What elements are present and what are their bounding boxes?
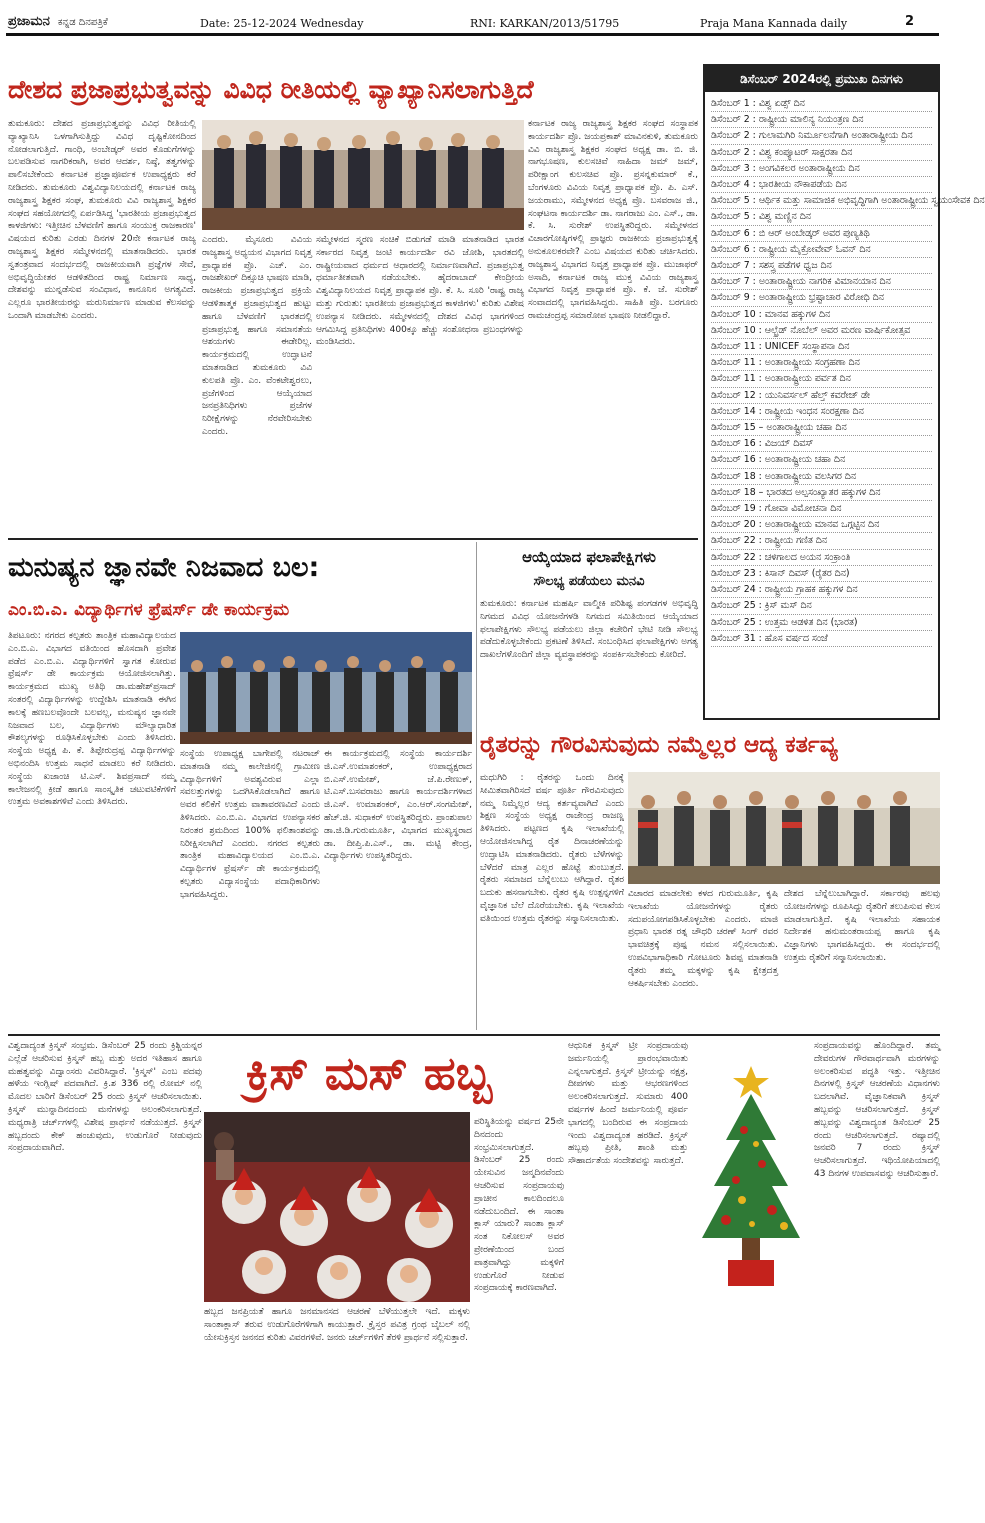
important-day-item: ಡಿಸೆಂಬರ್ 15 – ಅಂತಾರಾಷ್ಟ್ರೀಯ ಚಹಾ ದಿನ [711, 420, 932, 436]
important-day-item: ಡಿಸೆಂಬರ್ 5 : ಆರ್ಥಿಕ ಮತ್ತು ಸಾಮಾಜಿಕ ಅಭಿವೃದ್ಧಿಗಾಗಿ ಅಂತಾರಾಷ್ಟ್ರೀಯ ಸ್ವಯಂಸೇವಕ ದಿನ [711, 193, 932, 209]
important-days-box [703, 64, 985, 720]
story3-headline2: ಸೌಲಭ್ಯ ಪಡೆಯಲು ಮನವಿ [533, 574, 645, 589]
important-day-item: ಡಿಸೆಂಬರ್ 31 : ಹೊಸ ವರ್ಷದ ಸಂಜೆ [711, 631, 932, 647]
important-day-item: ಡಿಸೆಂಬರ್ 12 : ಯುನಿವರ್ಸಲ್ ಹೆಲ್ತ್ ಕವರೇಜ್ ಡೇ [711, 388, 932, 404]
story2-col2: ಸಂಸ್ಥೆಯ ಉಪಾಧ್ಯಕ್ಷ ಬಾಗೇಪಲ್ಲಿ ನಟರಾಜ್ ಮಾತನಾಡಿ ನಮ್ಮ ಕಾಲೇಜಿನಲ್ಲಿ ಗ್ರಾಮೀಣ ವಿದ್ಯಾರ್ಥಿಗಳಿಗೆ ಅವಶ್ಯವಿರುವ ಎಲ್ಲಾ ಸವಲತ್ತುಗಳನ್ನು ಒದಗಿಸಿಕೊಡಲಾಗಿದೆ ಹಾಗೂ ಅವರ ಕಲಿಕೆಗೆ ಉತ್ತಮ ವಾತಾವರಣವಿದೆ ಎಂದು ತಿಳಿಸಿದರು. ಎಂ.ಬಿ.ಎ. ವಿಭಾಗದ ಉಪನ್ಯಾಸಕರ ನಿರಂತರ ಶ್ರಮದಿಂದ 100% ಫಲಿತಾಂಶವನ್ನು ನಿರೀಕ್ಷಿಸಲಾಗಿದೆ ಎಂದರು. ನಗರದ ಕಲ್ಪತರು ತಾಂತ್ರಿಕ ಮಹಾವಿದ್ಯಾಲಯದ ಎಂ.ಬಿ.ಎ. ವಿದ್ಯಾರ್ಥಿಗಳ ಫ್ರೆಷರ್ಸ್ ಡೇ ಕಾರ್ಯಕ್ರಮದಲ್ಲಿ ಕಲ್ಪತರು ವಿದ್ಯಾಸಂಸ್ಥೆಯ ಪದಾಧಿಕಾರಿಗಳು ಭಾಗವಹಿಸಿದ್ದರು. [180, 749, 320, 900]
important-day-item: ಡಿಸೆಂಬರ್ 11 : UNICEF ಸಂಸ್ಥಾಪನಾ ದಿನ [711, 339, 932, 355]
important-day-item: ಡಿಸೆಂಬರ್ 19 : ಗೋವಾ ವಿಮೋಚನಾ ದಿನ [711, 501, 932, 517]
important-day-item: ಡಿಸೆಂಬರ್ 25 : ಕ್ರಿಸ್ ಮಸ್ ದಿನ [711, 598, 932, 614]
important-day-item: ಡಿಸೆಂಬರ್ 10 : ಮಾನವ ಹಕ್ಕುಗಳ ದಿನ [711, 307, 932, 323]
important-day-item: ಡಿಸೆಂಬರ್ 4 : ಭಾರತೀಯ ನೌಕಾಪಡೆಯ ದಿನ [711, 177, 932, 193]
brand-logo: ಪ್ರಜಾಮನ ಕನ್ನಡ ದಿನಪತ್ರಿಕೆ [8, 14, 108, 29]
important-day-item: ಡಿಸೆಂಬರ್ 2 : ರಾಷ್ಟ್ರೀಯ ಮಾಲಿನ್ಯ ನಿಯಂತ್ರಣ ದಿನ [711, 112, 932, 128]
important-day-item: ಡಿಸೆಂಬರ್ 9 : ಅಂತಾರಾಷ್ಟ್ರೀಯ ಭ್ರಷ್ಟಾಚಾರ ವಿರೋಧಿ ದಿನ [711, 290, 932, 306]
story1-col2a: ಎಂದರು. ಮೈಸೂರು ವಿವಿಯ ರಾಜ್ಯಶಾಸ್ತ್ರ ಅಧ್ಯಯನ ವಿಭಾಗದ ನಿವೃತ್ತ ಪ್ರಾಧ್ಯಾಪಕ ಪ್ರೊ. ಎಚ್. ಎಂ. ರಾಜಶೇಖರ್ ದಿಕ್ಸೂಚಿ ಭಾಷಣ ಮಾಡಿ, ರಾಜಕೀಯ ಪ್ರಜಾಪ್ರಭುತ್ವದ ಪ್ರಕ್ರಿಯೆ ಆಡಳಿತಾತ್ಮಕ ಪ್ರಜಾಪ್ರಭುತ್ವದ ಹುಟ್ಟು ಹಾಗೂ ಬೆಳವಣಿಗೆ ಭಾರತದಲ್ಲಿ ಪ್ರಜಾಪ್ರಭುತ್ವ ಹಾಗೂ ಸಮಾನತೆಯ ಆಶಯಗಳು ಈಡೇರಿಲ್ಲ. ಕಾರ್ಯಕ್ರಮದಲ್ಲಿ ಉದ್ಘಾಟನೆ ಮಾತನಾಡಿದ ತುಮಕೂರು ವಿವಿ ಕುಲಪತಿ ಪ್ರೊ. ಎಂ. ವೆಂಕಟೇಶ್ವರಲು, ಪ್ರಜೆಗಳಿಂದ ಆಯ್ಕೆಯಾದ ಜನಪ್ರತಿನಿಧಿಗಳು ಪ್ರಜೆಗಳ ನಿರೀಕ್ಷೆಗಳನ್ನು ನೆರವೇರಿಸಬೇಕು ಎಂದರು. [202, 235, 312, 437]
important-day-item: ಡಿಸೆಂಬರ್ 1 : ವಿಶ್ವ ಏಡ್ಸ್ ದಿನ [711, 96, 932, 112]
story4-col1: ಮಧುಗಿರಿ : ರೈತರನ್ನು ಒಂದು ದಿನಕ್ಕೆ ಸೀಮಿತವಾಗಿರಿಸದೆ ವರ್ಷ ಪೂರ್ತಿ ಗೌರವಿಸುವುದು ನಮ್ಮ ನಿಮ್ಮೆಲ್ಲರ ಆದ್ಯ ಕರ್ತವ್ಯವಾಗಿದೆ ಎಂದು ಶಿಕ್ಷಣ ಸಂಸ್ಥೆಯ ಅಧ್ಯಕ್ಷ ರಾಜೇಂದ್ರ ರಾಜಣ್ಣ ತಿಳಿಸಿದರು. ಪಟ್ಟಣದ ಕೃಷಿ ಇಲಾಖೆಯಲ್ಲಿ ಆಯೋಜಿಸಲಾಗಿದ್ದ ರೈತ ದಿನಾಚರಣೆಯನ್ನು ಉದ್ಘಾಟಿಸಿ ಮಾತನಾಡಿದರು. ರೈತರು ಬೆಳೆಗಳನ್ನು ಬೆಳೆದರೆ ಮಾತ್ರ ಎಲ್ಲರ ಹೊಟ್ಟೆ ತುಂಬುತ್ತದೆ. ರೈತರು ಸಮಾಜದ ಬೆನ್ನೆಲುಬು ಆಗಿದ್ದಾರೆ. ರೈತರ ಬದುಕು ಹಸನಾಗಬೇಕು. ರೈತರ ಕೃಷಿ ಉತ್ಪನ್ನಗಳಿಗೆ ವೈಜ್ಞಾನಿಕ ಬೆಲೆ ದೊರೆಯಬೇಕು. ಕೃಷಿ ಇಲಾಖೆಯ ವತಿಯಿಂದ ಉತ್ತಮ ರೈತರನ್ನು ಸನ್ಮಾನಿಸಲಾಯಿತು. [480, 773, 624, 924]
issue-date: Date: 25-12-2024 Wednesday [200, 17, 364, 30]
important-day-item: ಡಿಸೆಂಬರ್ 24 : ರಾಷ್ಟ್ರೀಯ ಗ್ರಾಹಕ ಹಕ್ಕುಗಳ ದಿನ [711, 582, 932, 598]
masthead [0, 0, 945, 64]
important-day-item: ಡಿಸೆಂಬರ್ 25 : ಉತ್ತಮ ಆಡಳಿತ ದಿನ (ಭಾರತ) [711, 615, 932, 631]
important-day-item: ಡಿಸೆಂಬರ್ 10 : ಆಲ್ಫ್ರೆಡ್ ನೊಬೆಲ್ ಅವರ ಮರಣ ವಾರ್ಷಿಕೋತ್ಸವ [711, 323, 932, 339]
important-day-item: ಡಿಸೆಂಬರ್ 3 : ಅಂಗವಿಕಲರ ಅಂತಾರಾಷ್ಟ್ರೀಯ ದಿನ [711, 161, 932, 177]
page-number: 2 [905, 14, 915, 29]
story5-col1b: ಹಬ್ಬದ ಜನಪ್ರಿಯತೆ ಹಾಗೂ ಜನಮಾನಸದ ಆಚರಣೆ ಬೆಳೆಯುತ್ತಲೇ ಇದೆ. ಮಕ್ಕಳು ಸಾಂತಾಕ್ಲಾಸ್ ತರುವ ಉಡುಗೊರೆಗಳಿಗಾಗಿ ಕಾಯುತ್ತಾರೆ. ಕ್ರೈಸ್ತರ ಪವಿತ್ರ ಗ್ರಂಥ ಬೈಬಲ್ ನಲ್ಲಿ ಯೇಸುಕ್ರಿಸ್ತನ ಜನನದ ಕುರಿತು ವಿವರಗಳಿವೆ. ಜನರು ಚರ್ಚ್‌ಗಳಿಗೆ ತೆರಳಿ ಪ್ರಾರ್ಥನೆ ಸಲ್ಲಿಸುತ್ತಾರೆ. [204, 1307, 470, 1343]
important-day-item: ಡಿಸೆಂಬರ್ 6 : ಬಿ ಆರ್ ಅಂಬೇಡ್ಕರ್ ಅವರ ಪುಣ್ಯತಿಥಿ [711, 226, 932, 242]
story4-col2: ವಿಚಾರದ ಮಾಡಲೇಕು ಕಳದ ಗುರುಮೂರ್ತಿ, ಕೃಷಿ ಇಲಾಖೆಯ ಯೋಜನೆಗಳನ್ನು ರೈತರು ಸದುಪಯೋಗಪಡಿಸಿಕೊಳ್ಳಬೇಕು ಎಂದರು. ಮಾಜಿ ಪ್ರಧಾನಿ ಭಾರತ ರತ್ನ ಚೌಧರಿ ಚರಣ್ ಸಿಂಗ್ ರವರ ಭಾವಚಿತ್ರಕ್ಕೆ ಪುಷ್ಪ ನಮನ ಸಲ್ಲಿಸಲಾಯಿತು. ಉಪವಿಭಾಗಾಧಿಕಾರಿ ಗೋಟೂರು ಶಿವಪ್ಪ ಮಾತನಾಡಿ ರೈತರು ತಮ್ಮ ಮಕ್ಕಳನ್ನು ಕೃಷಿ ಕ್ಷೇತ್ರದತ್ತ ಆಕರ್ಷಿಸಬೇಕು ಎಂದರು. [628, 889, 778, 989]
important-day-item: ಡಿಸೆಂಬರ್ 23 : ಕಿಸಾನ್ ದಿವಸ್ (ರೈತರ ದಿನ) [711, 566, 932, 582]
important-day-item: ಡಿಸೆಂಬರ್ 11 : ಅಂತಾರಾಷ್ಟ್ರೀಯ ಪರ್ವತ ದಿನ [711, 371, 932, 387]
story1-headline: ದೇಶದ ಪ್ರಜಾಪ್ರಭುತ್ವವನ್ನು ವಿವಿಧ ರೀತಿಯಲ್ಲಿ ವ್ಯಾಖ್ಯಾನಿಸಲಾಗುತ್ತಿದೆ [8, 75, 534, 104]
story5-photo-santa [204, 1112, 470, 1302]
story3-headline1: ಆಯ್ಕೆಯಾದ ಫಲಾಪೇಕ್ಷಿಗಳು [522, 548, 656, 566]
story2-headline2: ಎಂ.ಬಿ.ಎ. ವಿದ್ಯಾರ್ಥಿಗಳ ಫ್ರೆಷರ್ಸ್ ಡೇ ಕಾರ್ಯಕ್ರಮ [8, 600, 290, 620]
story3-body: ತುಮಕೂರು: ಕರ್ನಾಟಕ ಮಹರ್ಷಿ ವಾಲ್ಮೀಕಿ ಪರಿಶಿಷ್ಟ ಪಂಗಡಗಳ ಅಭಿವೃದ್ಧಿ ನಿಗಮದ ವಿವಿಧ ಯೋಜನೆಗಳಡಿ ನಿಗಮದ ಸಮಿತಿಯಿಂದ ಆಯ್ಕೆಯಾದ ಫಲಾಪೇಕ್ಷಿಗಳು ಸೌಲಭ್ಯ ಪಡೆಯಲು ಜಿಲ್ಲಾ ಕಚೇರಿಗೆ ಭೇಟಿ ನೀಡಿ ಸೌಲಭ್ಯ ಪಡೆದುಕೊಳ್ಳಬೇಕೆಂದು ಪ್ರಕಟಣೆ ತಿಳಿಸಿದೆ. ಸಂಬಂಧಿಸಿದ ಫಲಾಪೇಕ್ಷಿಗಳು ಅಗತ್ಯ ದಾಖಲೆಗಳೊಂದಿಗೆ ಜಿಲ್ಲಾ ವ್ಯವಸ್ಥಾಪಕರನ್ನು ಸಂಪರ್ಕಿಸಬೇಕೆಂದು ಕೋರಿದೆ. [480, 599, 698, 661]
important-day-item: ಡಿಸೆಂಬರ್ 22 : ಚಳಿಗಾಲದ ಅಯನ ಸಂಕ್ರಾಂತಿ [711, 550, 932, 566]
story4-col3: ದೇಶದ ಬೆನ್ನೆಲುಬಾಗಿದ್ದಾರೆ. ಸರ್ಕಾರವು ಹಲವು ಯೋಜನೆಗಳನ್ನು ರೂಪಿಸಿದ್ದು ರೈತರಿಗೆ ತಲುಪಿಸುವ ಕೆಲಸ ಮಾಡಲಾಗುತ್ತಿದೆ. ಕೃಷಿ ಇಲಾಖೆಯ ಸಹಾಯಕ ನಿರ್ದೇಶಕ ಹನುಮಂತರಾಯಪ್ಪ ಹಾಗೂ ಕೃಷಿ ವಿಜ್ಞಾನಿಗಳು ಭಾಗವಹಿಸಿದ್ದರು. ಈ ಸಂದರ್ಭದಲ್ಲಿ ಉತ್ತಮ ರೈತರಿಗೆ ಸನ್ಮಾನಿಸಲಾಯಿತು. [784, 889, 940, 963]
story5-col2: ಪರಿಸ್ಥಿತಿಯನ್ನು ವರ್ಷದ 25ನೇ ದಿನದಂದು ಸಂಭ್ರಮಿಸಲಾಗುತ್ತದೆ. ಡಿಸೆಂಬರ್ 25 ರಂದು ಯೇಸುವಿನ ಜನ್ಮದಿನವೆಂದು ಆಚರಿಸುವ ಸಂಪ್ರದಾಯವು ಪ್ರಾಚೀನ ಕಾಲದಿಂದಲೂ ನಡೆದುಬಂದಿದೆ. ಈ ಸಾಂತಾ ಕ್ಲಾಸ್ ಯಾರು? ಸಾಂತಾ ಕ್ಲಾಸ್ ಸಂತ ನಿಕೋಲಸ್ ಅವರ ಪ್ರೇರಣೆಯಿಂದ ಬಂದ ಪಾತ್ರವಾಗಿದ್ದು ಮಕ್ಕಳಿಗೆ ಉಡುಗೊರೆ ನೀಡುವ ಸಂಪ್ರದಾಯಕ್ಕೆ ಕಾರಣವಾಗಿದೆ. [474, 1117, 564, 1294]
story5-headline: ಕ್ರಿಸ್ ಮಸ್ ಹಬ್ಬ [245, 1046, 493, 1100]
story4-photo [628, 772, 940, 884]
important-day-item: ಡಿಸೆಂಬರ್ 11 : ಅಂತಾರಾಷ್ಟ್ರೀಯ ಸಂಗ್ರಹಣಾ ದಿನ [711, 355, 932, 371]
important-day-item: ಡಿಸೆಂಬರ್ 14 : ರಾಷ್ಟ್ರೀಯ ಇಂಧನ ಸಂರಕ್ಷಣಾ ದಿನ [711, 404, 932, 420]
story2-col1: ತಿಪಟೂರು: ನಗರದ ಕಲ್ಪತರು ತಾಂತ್ರಿಕ ಮಹಾವಿದ್ಯಾಲಯದ ಎಂ.ಬಿ.ಎ. ವಿಭಾಗದ ವತಿಯಿಂದ ಹೊಸದಾಗಿ ಪ್ರವೇಶ ಪಡೆದ ಎಂ.ಬಿ.ಎ. ವಿದ್ಯಾರ್ಥಿಗಳಿಗೆ ಸ್ವಾಗತ ಕೋರುವ ಫ್ರೆಷರ್ಸ್ ಡೇ ಕಾರ್ಯಕ್ರಮ ಆಯೋಜಿಸಲಾಗಿತ್ತು. ಕಾರ್ಯಕ್ರಮದ ಮುಖ್ಯ ಅತಿಥಿ ಡಾ.ಮಹೇಶ್‌ಪ್ರಸಾದ್ ಸಂತರಲ್ಲಿ ವಿದ್ಯಾರ್ಥಿಗಳನ್ನು ಉದ್ದೇಶಿಸಿ ಮಾತನಾಡಿ ಈಗಿನ ಕಾಲಕ್ಕೆ ಹಣಬಲವೊಂದೇ ಬಲವಲ್ಲ, ಮನುಷ್ಯನ ಜ್ಞಾನವೇ ನಿಜವಾದ ಬಲ, ವಿದ್ಯಾರ್ಥಿಗಳು ಮೌಲ್ಯಾಧಾರಿತ ಕೌಶಲ್ಯಗಳನ್ನು ರೂಢಿಸಿಕೊಳ್ಳಬೇಕು ಎಂದು ತಿಳಿಸಿದರು. ಸಂಸ್ಥೆಯ ಅಧ್ಯಕ್ಷ ಪಿ. ಕೆ. ತಿಪ್ಪೇರುದ್ರಪ್ಪ ವಿದ್ಯಾರ್ಥಿಗಳನ್ನು ಅಭಿನಂದಿಸಿ ಉತ್ತಮ ಸಾಧನೆ ಮಾಡಲು ಕರೆ ನೀಡಿದರು. ಸಂಸ್ಥೆಯ ಖಜಾಂಚಿ ಟಿ.ಎಸ್. ಶಿವಪ್ರಸಾದ್ ನಮ್ಮ ಕಾಲೇಜನಲ್ಲಿ ಕ್ರೀಡೆ ಹಾಗೂ ಸಾಂಸ್ಕೃತಿಕ ಚಟುವಟಿಕೆಗಳಿಗೆ ಉತ್ತಮ ಅವಕಾಶಗಳಿವೆ ಎಂದು ತಿಳಿಸಿದರು. [8, 631, 176, 808]
story2-photo [180, 632, 472, 744]
brand-tagline: ಕನ್ನಡ ದಿನಪತ್ರಿಕೆ [57, 17, 108, 28]
story2-col3: ಈ ಕಾರ್ಯಕ್ರಮದಲ್ಲಿ ಸಂಸ್ಥೆಯ ಕಾರ್ಯದರ್ಶಿ ಜಿ.ಎಸ್.ಉಮಾಶಂಕರ್, ಉಪಾಧ್ಯಕ್ಷರಾದ ಬಿ.ಎಸ್.ಉಮೇಶ್, ಜೆ.ಪಿ.ರೇಣುಕ್, ಟಿ.ಎಸ್.ಬಸವರಾಜು ಹಾಗೂ ಕಾರ್ಯದರ್ಶಿಗಳಾದ ಜಿ.ಎಸ್. ಉಮಾಶಂಕರ್, ಎಂ.ಆರ್.ಸಂಗಮೇಶ್, ಹೆಚ್.ಜಿ. ಸುಧಾಕರ್ ಉಪಸ್ಥಿತರಿದ್ದರು. ಪ್ರಾಂಶುಪಾಲ ಡಾ.ಜಿ.ಡಿ.ಗುರುಮೂರ್ತಿ, ವಿಭಾಗದ ಮುಖ್ಯಸ್ಥರಾದ ಡಾ. ದೀಪ್ತಿ.ಪಿ.ಎಸ್., ಡಾ. ಮಟ್ಟಿ ಕೇಂದ್ರ, ವಿದ್ಯಾರ್ಥಿಗಳು ಉಪಸ್ಥಿತರಿದ್ದರು. [324, 749, 472, 862]
important-day-item: ಡಿಸೆಂಬರ್ 7 : ಸಶಸ್ತ್ರ ಪಡೆಗಳ ಧ್ವಜ ದಿನ [711, 258, 932, 274]
paper-name: Praja Mana Kannada daily [700, 17, 848, 30]
story4-headline: ರೈತರನ್ನು ಗೌರವಿಸುವುದು ನಮ್ಮೆಲ್ಲರ ಆದ್ಯ ಕರ್ತವ್ಯ [480, 732, 838, 758]
story5-col1a: ವಿಶ್ವದಾದ್ಯಂತ ಕ್ರಿಸ್ಮಸ್ ಸಂಭ್ರಮ. ಡಿಸೆಂಬರ್ 25 ರಂದು ಕ್ರಿಶ್ಚಿಯನ್ನರ ಎಲ್ಲೆಡೆ ಆಚರಿಸುವ ಕ್ರಿಸ್ಮಸ್ ಹಬ್ಬ ಮತ್ತು ಅದರ ಇತಿಹಾಸ ಹಾಗೂ ಮಹತ್ವವನ್ನು ವಿದ್ವಾಂಸರು ವಿವರಿಸಿದ್ದಾರೆ. 'ಕ್ರಿಸ್ಮಸ್' ಎಂಬ ಪದವು ಹಳೆಯ ಇಂಗ್ಲಿಷ್ ಪದವಾಗಿದೆ. ಕ್ರಿ.ಶ 336 ರಲ್ಲಿ ರೋಮ್ ನಲ್ಲಿ ಮೊದಲ ಬಾರಿಗೆ ಡಿಸೆಂಬರ್ 25 ರಂದು ಕ್ರಿಸ್ಮಸ್ ಆಚರಿಸಲಾಯಿತು. ಕ್ರಿಸ್ಮಸ್ ಮುನ್ನಾದಿನದಂದು ಮನೆಗಳನ್ನು ಅಲಂಕರಿಸಲಾಗುತ್ತದೆ. ಮಧ್ಯರಾತ್ರಿ ಚರ್ಚ್‌ಗಳಲ್ಲಿ ವಿಶೇಷ ಪ್ರಾರ್ಥನೆ ನಡೆಯುತ್ತದೆ. ಕ್ರಿಸ್ಮಸ್ ಹಬ್ಬದಂದು ಕೇಕ್ ಹಂಚುವುದು, ಉಡುಗೊರೆ ನೀಡುವುದು ಸಂಪ್ರದಾಯವಾಗಿದೆ. [8, 1041, 202, 1154]
important-day-item: ಡಿಸೆಂಬರ್ 18 : ಅಂತಾರಾಷ್ಟ್ರೀಯ ವಲಸಿಗರ ದಿನ [711, 469, 932, 485]
important-day-item: ಡಿಸೆಂಬರ್ 16 : ವಿಜಯ್ ದಿವಸ್ [711, 436, 932, 452]
story1-photo [202, 120, 524, 230]
column-rule [476, 542, 477, 1030]
important-day-item: ಡಿಸೆಂಬರ್ 22 : ರಾಷ್ಟ್ರೀಯ ಗಣಿತ ದಿನ [711, 533, 932, 549]
story1-col2b: ಸಮ್ಮೇಳನದ ಸ್ಮರಣ ಸಂಚಿಕೆ ಬಿಡುಗಡೆ ಮಾಡಿ ಮಾತನಾಡಿದ ಭಾರತ ಸರ್ಕಾರದ ನಿವೃತ್ತ ಜಂಟಿ ಕಾರ್ಯದರ್ಶಿ ರವಿ ಜೋಶಿ, ಭಾರತದಲ್ಲಿ ರಾಷ್ಟ್ರೀಯವಾದ ಧರ್ಮದ ಆಧಾರದಲ್ಲಿ ನಿರ್ಮಾಣವಾಗಿದೆ. ಪ್ರಜಾಪ್ರಭುತ್ವ ಧರ್ಮಾತೀತವಾಗಿ ನಡೆಯಬೇಕು. ಹೈದರಾಬಾದ್ ಕೇಂದ್ರೀಯ ವಿಶ್ವವಿದ್ಯಾನಿಲಯದ ನಿವೃತ್ತ ಪ್ರಾಧ್ಯಾಪಕ ಪ್ರೊ. ಕೆ. ಸಿ. ಸೂರಿ 'ರಾಷ್ಟ್ರ ರಾಜ್ಯ ಮತ್ತು ಗುರುತು: ಭಾರತೀಯ ಪ್ರಜಾಪ್ರಭುತ್ವದ ಕಾಳಜಿಗಳು' ಕುರಿತು ವಿಶೇಷ ಉಪನ್ಯಾಸ ನೀಡಿದರು. ಸಮ್ಮೇಳನದಲ್ಲಿ ದೇಶದ ವಿವಿಧ ಭಾಗಗಳಿಂದ ಆಗಮಿಸಿದ್ದ ಪ್ರತಿನಿಧಿಗಳು 400ಕ್ಕೂ ಹೆಚ್ಚು ಸಂಶೋಧನಾ ಪ್ರಬಂಧಗಳನ್ನು ಮಂಡಿಸಿದರು. [316, 235, 524, 348]
rni-number: RNI: KARKAN/2013/51795 [470, 17, 620, 30]
important-day-item: ಡಿಸೆಂಬರ್ 18 – ಭಾರತದ ಅಲ್ಪಸಂಖ್ಯಾತರ ಹಕ್ಕುಗಳ ದಿನ [711, 485, 932, 501]
important-days-list [705, 92, 985, 647]
story5-col3: ಆಧುನಿಕ ಕ್ರಿಸ್ಮಸ್ ಟ್ರೀ ಸಂಪ್ರದಾಯವು ಜರ್ಮನಿಯಲ್ಲಿ ಪ್ರಾರಂಭವಾಯಿತು ಎನ್ನಲಾಗುತ್ತದೆ. ಕ್ರಿಸ್ಮಸ್ ಟ್ರೀಯನ್ನು ನಕ್ಷತ್ರ, ದೀಪಗಳು ಮತ್ತು ಆಭರಣಗಳಿಂದ ಅಲಂಕರಿಸಲಾಗುತ್ತದೆ. ಸುಮಾರು 400 ವರ್ಷಗಳ ಹಿಂದೆ ಜರ್ಮನಿಯಲ್ಲಿ ಪೂರ್ವ ಭಾಗದಲ್ಲಿ ಬಂದಿರುವ ಈ ಸಂಪ್ರದಾಯ ಇಂದು ವಿಶ್ವದಾದ್ಯಂತ ಹರಡಿದೆ. ಕ್ರಿಸ್ಮಸ್ ಹಬ್ಬವು ಪ್ರೀತಿ, ಶಾಂತಿ ಮತ್ತು ಸೌಹಾರ್ದತೆಯ ಸಂದೇಶವನ್ನು ಸಾರುತ್ತದೆ. [568, 1041, 688, 1167]
important-day-item: ಡಿಸೆಂಬರ್ 6 : ರಾಷ್ಟ್ರೀಯ ಮೈಕ್ರೋವೇವ್ ಓವನ್ ದಿನ [711, 242, 932, 258]
story5-col4: ಸಂಪ್ರದಾಯವನ್ನು ಹೊಂದಿದ್ದಾರೆ. ತಮ್ಮ ದೇವರುಗಳ ಗೌರವಾರ್ಥವಾಗಿ ಮರಗಳನ್ನು ಅಲಂಕರಿಸುವ ಪದ್ಧತಿ ಇತ್ತು. ಇತ್ತೀಚಿನ ದಿನಗಳಲ್ಲಿ ಕ್ರಿಸ್ಮಸ್ ಆಚರಣೆಯ ವಿಧಾನಗಳು ಬದಲಾಗಿವೆ. ವೈಜ್ಞಾನಿಕವಾಗಿ ಕ್ರಿಸ್ಮಸ್ ಹಬ್ಬವನ್ನು ಆಚರಿಸಲಾಗುತ್ತದೆ. ಕ್ರಿಸ್ಮಸ್ ಹಬ್ಬವನ್ನು ವಿಶ್ವದಾದ್ಯಂತ ಡಿಸೆಂಬರ್ 25 ರಂದು ಆಚರಿಸಲಾಗುತ್ತದೆ. ರಷ್ಯಾದಲ್ಲಿ ಜನವರಿ 7 ರಂದು ಕ್ರಿಸ್ಮಸ್ ಆಚರಿಸಲಾಗುತ್ತದೆ. ಇಥಿಯೋಪಿಯಾದಲ್ಲಿ 43 ದಿನಗಳ ಉಪವಾಸವನ್ನು ಆಚರಿಸುತ್ತಾರೆ. [814, 1041, 940, 1179]
christmas-tree-illustration [692, 1060, 810, 1300]
story1-col1: ತುಮಕೂರು: ದೇಶದ ಪ್ರಜಾಪ್ರಭುತ್ವವನ್ನು ವಿವಿಧ ರೀತಿಯಲ್ಲಿ ವ್ಯಾಖ್ಯಾನಿಸಿ ಒಳಗಾಗಿಸುತ್ತಿದ್ದು ವಿವಿಧ ದೃಷ್ಟಿಕೋನದಿಂದ ನೋಡಲಾಗುತ್ತಿದೆ. ಗಾಂಧಿ, ಅಂಬೇಡ್ಕರ್ ಅವರ ಕೊಡುಗೆಗಳನ್ನು ಬಲಪಡಿಸುವ ನಾಗರಿಕರಾಗಿ, ಅವರ ಆದರ್ಶ, ನಿಷ್ಠೆ, ತತ್ವಗಳನ್ನು ಪಾಲಿಸಬೇಕೆಂದು ಕರ್ನಾಟಕ ಪ್ರಜ್ಞಾಪೂರ್ವಕ ಉಪಾಧ್ಯಕ್ಷರು ಕರೆ ನೀಡಿದರು. ತುಮಕೂರು ವಿಶ್ವವಿದ್ಯಾನಿಲಯದಲ್ಲಿ ಕರ್ನಾಟಕ ರಾಜ್ಯ ರಾಜ್ಯಶಾಸ್ತ್ರ ಶಿಕ್ಷಕರ ಸಂಘ, ತುಮಕೂರು ವಿವಿ ರಾಜ್ಯಶಾಸ್ತ್ರ ಶಿಕ್ಷಕರ ಸಂಘದ ಸಹಯೋಗದಲ್ಲಿ ಏರ್ಪಡಿಸಿದ್ದ 'ಭಾರತೀಯ ಪ್ರಜಾಪ್ರಭುತ್ವದ ಕಾಳಜಿಗಳು: ಇತ್ತೀಚಿನ ಬೆಳವಣಿಗೆ ಹಾಗೂ ಸಂಯುಕ್ತ ರಾಜಕಾರಣ' ವಿಷಯದ ಕುರಿತು ಎರಡು ದಿನಗಳ 20ನೇ ಕರ್ನಾಟಕ ರಾಜ್ಯ ರಾಜ್ಯಶಾಸ್ತ್ರ ಶಿಕ್ಷಕರ ಸಮ್ಮೇಳನದಲ್ಲಿ ಮಾತನಾಡಿದರು. ಭಾರತ ಸ್ವತಂತ್ರವಾದ ಸಂದರ್ಭದಲ್ಲಿ ರಾಜಕೀಯವಾಗಿ ಪ್ರಜ್ಞೆಗಳ ಸೇವೆ, ಅಭಿವೃದ್ಧಿಯೇತರ ಆಡಳಿತದಿಂದ ರಾಷ್ಟ್ರ ನಿರ್ಮಾಣ ಸಾಧ್ಯ, ದೇಶವನ್ನು ಮುನ್ನಡೆಸುವ ಸಂವಿಧಾನ, ಕಾನೂನಿನ ಅಗತ್ಯವಿದೆ. ಎಲ್ಲರೂ ಭಾರತೀಯರನ್ನು ಮರುನಿರ್ಮಾಣ ಮಾಡುವ ಕೆಲಸವನ್ನು ಒಂದಾಗಿ ಮಾಡಬೇಕು ಎಂದರು. [8, 119, 196, 321]
story2-headline1: ಮನುಷ್ಯನ ಜ್ಞಾನವೇ ನಿಜವಾದ ಬಲ: [8, 552, 320, 583]
important-days-title: ಡಿಸೆಂಬರ್ 2024ರಲ್ಲಿ ಪ್ರಮುಖ ದಿನಗಳು [705, 66, 938, 92]
important-day-item: ಡಿಸೆಂಬರ್ 2 : ವಿಶ್ವ ಕಂಪ್ಯೂಟರ್ ಸಾಕ್ಷರತಾ ದಿನ [711, 145, 932, 161]
section-divider [8, 538, 698, 540]
story1-col3: ಕರ್ನಾಟಕ ರಾಜ್ಯ ರಾಜ್ಯಶಾಸ್ತ್ರ ಶಿಕ್ಷಕರ ಸಂಘದ ಸಂಸ್ಥಾಪಕ ಕಾರ್ಯದರ್ಶಿ ಪ್ರೊ. ಜಯಪ್ರಕಾಶ್ ಮಾವಿನಕುಳಿ, ತುಮಕೂರು ವಿವಿ ರಾಜ್ಯಶಾಸ್ತ್ರ ಶಿಕ್ಷಕರ ಸಂಘದ ಅಧ್ಯಕ್ಷ ಡಾ. ಬಿ. ಜಿ. ನಾಗಭೂಷಣ, ಕುಲಸಚಿವೆ ನಾಹಿದಾ ಜಮ್ ಜಮ್, ಪರೀಕ್ಷಾಂಗ ಕುಲಸಚಿವ ಪ್ರೊ. ಪ್ರಸನ್ನಕುಮಾರ್ ಕೆ., ಬೆಂಗಳೂರು ವಿವಿಯ ನಿವೃತ್ತ ಪ್ರಾಧ್ಯಾಪಕ ಪ್ರೊ. ಪಿ. ಎಸ್. ಜಯರಾಮು, ಸಮ್ಮೇಳನದ ಅಧ್ಯಕ್ಷ ಪ್ರೊ. ಬಸವರಾಜ ಜಿ., ಸಂಘಟನಾ ಕಾರ್ಯದರ್ಶಿ ಡಾ. ನಾಗರಾಜು ಎಂ. ಎಸ್., ಡಾ. ಕೆ. ಸಿ. ಸುರೇಶ್ ಉಪಸ್ಥಿತರಿದ್ದರು. ಸಮ್ಮೇಳನದ ವಿಚಾರಗೋಷ್ಠಿಗಳಲ್ಲಿ ಪ್ರಾಜ್ಞರು ರಾಜಕೀಯ ಪ್ರಜಾಪ್ರಭುತ್ವಕ್ಕೆ ಅನುಕೂಲಕರವೇ? ಎಂಬ ವಿಷಯದ ಕುರಿತು ಚರ್ಚಿಸಿದರು. ರಾಜ್ಯಶಾಸ್ತ್ರ ವಿಭಾಗದ ನಿವೃತ್ತ ಪ್ರಾಧ್ಯಾಪಕ ಪ್ರೊ. ಮುಜಾಫರ್ ಅಸಾದಿ, ಕರ್ನಾಟಕ ರಾಜ್ಯ ಮುಕ್ತ ವಿವಿಯ ರಾಜ್ಯಶಾಸ್ತ್ರ ವಿಭಾಗದ ನಿವೃತ್ತ ಪ್ರಾಧ್ಯಾಪಕ ಪ್ರೊ. ಕೆ. ಜೆ. ಸುರೇಶ್ ಸಂವಾದದಲ್ಲಿ ಭಾಗವಹಿಸಿದ್ದರು. ಸಾಹಿತಿ ಪ್ರೊ. ಬರಗೂರು ರಾಮಚಂದ್ರಪ್ಪ ಸಮಾರೋಪ ಭಾಷಣ ನೀಡಲಿದ್ದಾರೆ. [528, 119, 698, 321]
important-day-item: ಡಿಸೆಂಬರ್ 5 : ವಿಶ್ವ ಮಣ್ಣಿನ ದಿನ [711, 209, 932, 225]
masthead-rule [6, 33, 939, 36]
important-day-item: ಡಿಸೆಂಬರ್ 16 : ಅಂತಾರಾಷ್ಟ್ರೀಯ ಚಹಾ ದಿನ [711, 452, 932, 468]
important-day-item: ಡಿಸೆಂಬರ್ 20 : ಅಂತಾರಾಷ್ಟ್ರೀಯ ಮಾನವ ಒಗ್ಗಟ್ಟಿನ ದಿನ [711, 517, 932, 533]
important-day-item: ಡಿಸೆಂಬರ್ 2 : ಗುಲಾಮಗಿರಿ ನಿರ್ಮೂಲನೆಗಾಗಿ ಅಂತಾರಾಷ್ಟ್ರೀಯ ದಿನ [711, 128, 932, 144]
important-day-item: ಡಿಸೆಂಬರ್ 7 : ಅಂತಾರಾಷ್ಟ್ರೀಯ ನಾಗರಿಕ ವಿಮಾನಯಾನ ದಿನ [711, 274, 932, 290]
